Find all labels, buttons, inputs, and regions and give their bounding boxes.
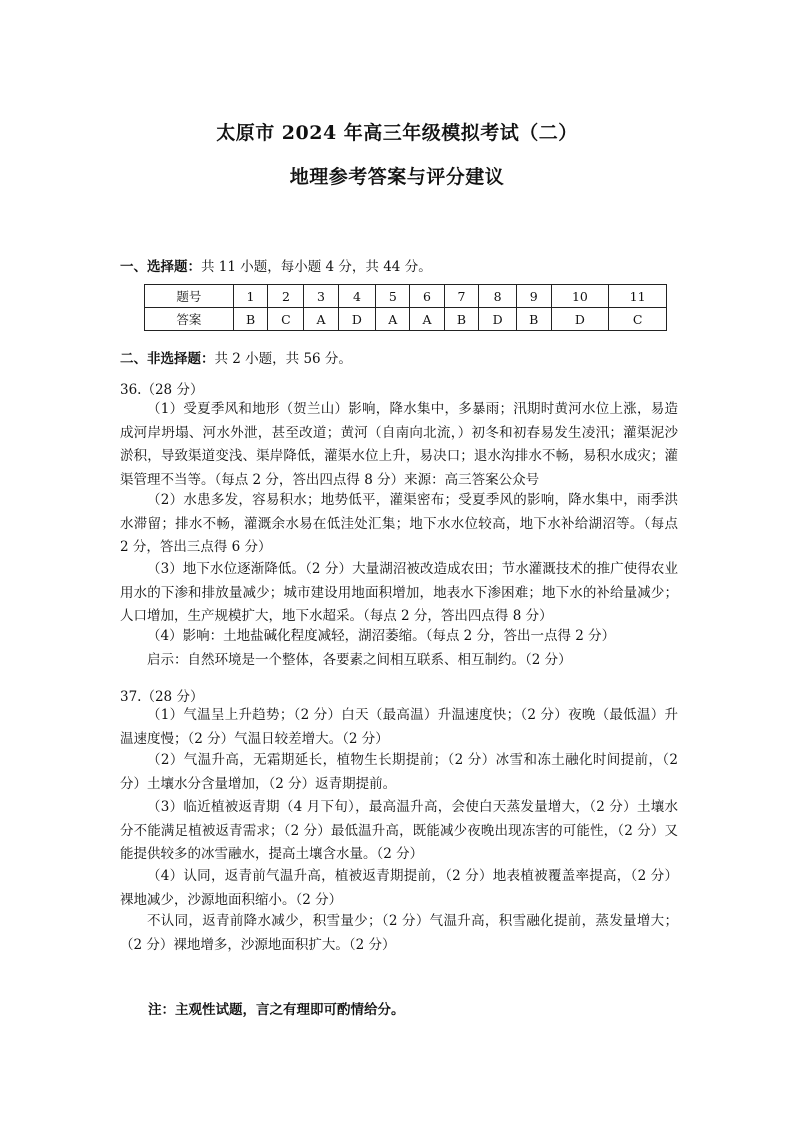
- section1-heading: [120, 255, 432, 275]
- question-number: 6: [410, 285, 444, 308]
- section1-desc: 共 11 小题，每小题 4 分，共 44 分。: [201, 259, 432, 275]
- answer-cell: A: [304, 308, 338, 331]
- answer-table-question-row: [145, 285, 667, 308]
- answer-cell: B: [516, 308, 551, 331]
- page-title: 太原市 2024 年高三年级模拟考试（二）: [216, 122, 578, 144]
- answer-cell: D: [551, 308, 609, 331]
- answer-cell: A: [376, 308, 410, 331]
- question-number: 11: [609, 285, 667, 308]
- q37-part2: （2）气温升高，无霜期延长，植物生长期提前；（2 分）冰雪和冻土融化时间提前，（2 分）土壤水分含量增加，（2 分）返青期提前。: [120, 752, 678, 792]
- question-number: 9: [516, 285, 551, 308]
- q36-insight: 启示：自然环境是一个整体，各要素之间相互联系、相互制约。（2 分）: [147, 652, 572, 668]
- q37-part4: （4）认同，返青前气温升高，植被返青期提前，（2 分）地表植被覆盖率提高，（2 分）裸地减少，沙源地面积缩小。（2 分）: [120, 868, 678, 908]
- q36-part2: （2）水患多发，容易积水；地势低平，灌渠密布；受夏季风的影响，降水集中，雨季洪水滞留；排水不畅，灌溉余水易在低洼处汇集；地下水水位较高，地下水补给湖沼等。（每点 2 分，答出三点得 6 分）: [120, 492, 678, 555]
- q37-disagree: 不认同，返青前降水减少，积雪量少；（2 分）气温升高，积雪融化提前，蒸发量增大；（2 分）裸地增多，沙源地面积扩大。（2 分）: [120, 913, 678, 953]
- question-number: 7: [444, 285, 479, 308]
- question-number: 8: [479, 285, 517, 308]
- answer-cell: A: [410, 308, 444, 331]
- answer-cell: B: [444, 308, 479, 331]
- grading-note: 注：主观性试题，言之有理即可酌情给分。: [148, 1002, 405, 1018]
- answer-table-answer-row: [145, 308, 667, 331]
- answer-cell: D: [479, 308, 517, 331]
- question-number: 10: [551, 285, 609, 308]
- q37-part3: （3）临近植被返青期（4 月下旬），最高温升高，会使白天蒸发量增大，（2 分）土壤水分不能满足植被返青需求；（2 分）最低温升高，既能减少夜晚出现冻害的可能性，（2 分）又能提供较多的冰雪融水，提高土壤含水量。（2 分）: [120, 799, 678, 862]
- question-number: 2: [268, 285, 304, 308]
- page-subtitle: 地理参考答案与评分建议: [289, 166, 505, 188]
- question-number: 4: [338, 285, 376, 308]
- section2-label: 二、非选择题：: [120, 351, 215, 367]
- q36-heading: 36.（28 分）: [120, 382, 204, 398]
- question-number: 1: [233, 285, 268, 308]
- q36-part4: （4）影响：土地盐碱化程度减轻，湖沼萎缩。（每点 2 分，答出一点得 2 分）: [147, 628, 616, 644]
- answer-cell: D: [338, 308, 376, 331]
- answer-cell: C: [609, 308, 667, 331]
- answer-cell: B: [233, 308, 268, 331]
- q37-heading: 37.（28 分）: [120, 689, 204, 705]
- table-row-header: 答案: [145, 308, 234, 331]
- question-number: 3: [304, 285, 338, 308]
- table-row-header: 题号: [145, 285, 234, 308]
- answer-table: [144, 284, 667, 331]
- q36-part3: （3）地下水位逐渐降低。（2 分）大量湖沼被改造成农田；节水灌溉技术的推广使得农业用水的下渗和排放量减少；城市建设用地面积增加，地表水下渗困难；地下水的补给量减少；人口增加，生产规模扩大，地下水超采。（每点 2 分，答出四点得 8 分）: [120, 561, 678, 624]
- q37-part1: （1）气温呈上升趋势；（2 分）白天（最高温）升温速度快；（2 分）夜晚（最低温）升温速度慢；（2 分）气温日较差增大。（2 分）: [120, 707, 678, 747]
- q36-part1: （1）受夏季风和地形（贺兰山）影响，降水集中，多暴雨；汛期时黄河水位上涨，易造成河岸坍塌、河水外泄，甚至改道；黄河（自南向北流，）初冬和初春易发生凌汛；灌渠泥沙淤积，导致渠道变浅、渠岸降低，灌渠水位上升，易决口；退水沟排水不畅，易积水成灾；灌渠管理不当等。（每点 2 分，答出四点得 8 分）来源：高三答案公众号: [120, 401, 678, 488]
- section2-desc: 共 2 小题，共 56 分。: [214, 351, 352, 367]
- answer-cell: C: [268, 308, 304, 331]
- question-number: 5: [376, 285, 410, 308]
- section2-heading: [120, 347, 352, 367]
- section1-label: 一、选择题：: [120, 259, 201, 275]
